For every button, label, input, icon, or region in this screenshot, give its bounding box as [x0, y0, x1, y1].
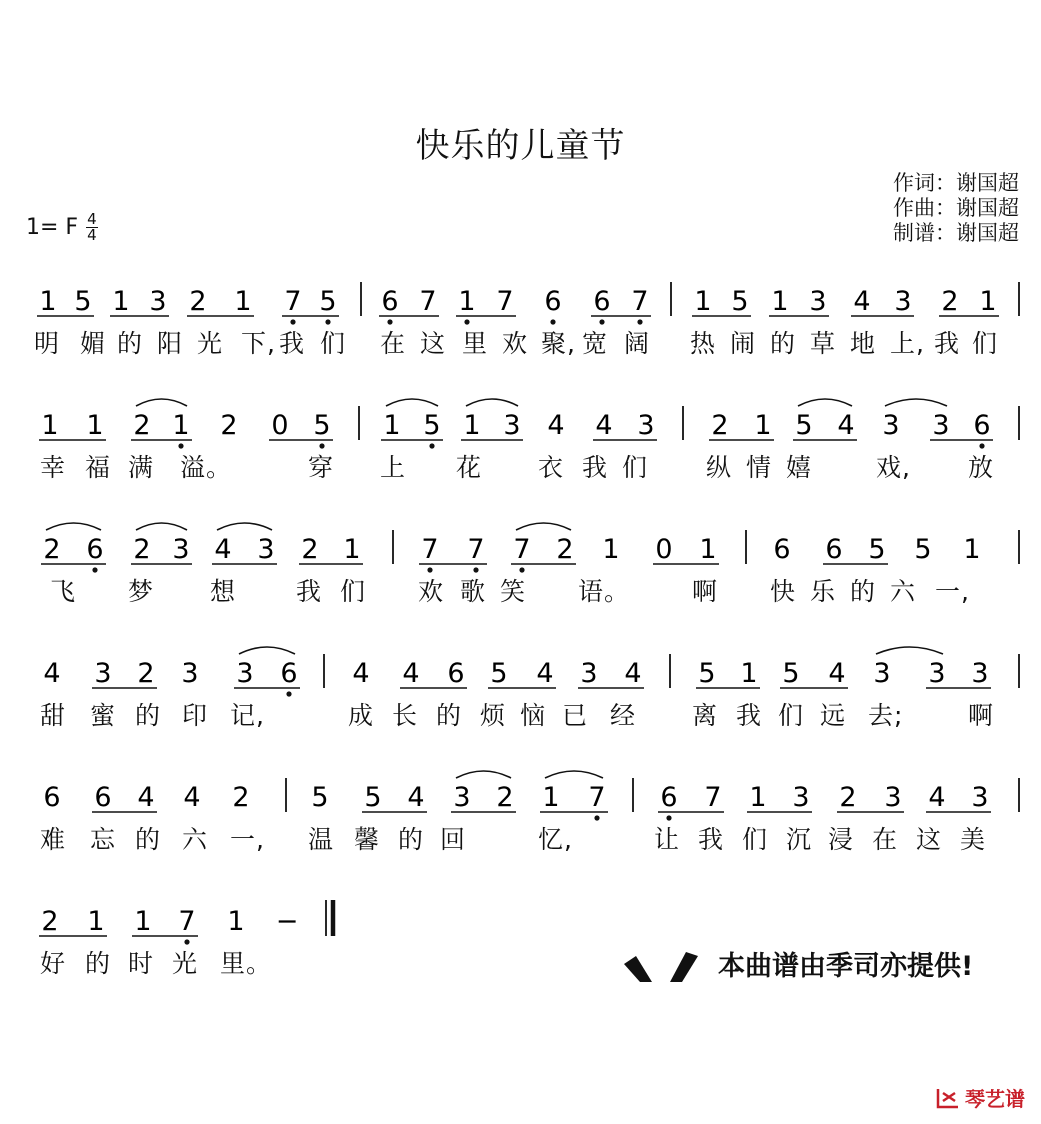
- decoration-icon: [620, 946, 704, 982]
- note: 5: [74, 286, 92, 317]
- note: 4: [547, 410, 565, 441]
- lyric-syllable: 光: [197, 329, 224, 358]
- note: 4: [828, 658, 846, 689]
- note: 0: [655, 534, 673, 565]
- note: 6: [973, 410, 991, 441]
- note: 1: [227, 906, 245, 937]
- lyric-syllable: 这: [916, 825, 943, 854]
- slur-arc: [239, 647, 295, 654]
- octave-dot: [92, 567, 97, 572]
- note: 7: [421, 534, 439, 565]
- score-row: [0, 650, 1041, 760]
- slur-arc: [466, 399, 518, 406]
- note: 1: [458, 286, 476, 317]
- note: 4: [928, 782, 946, 813]
- note: 3: [882, 410, 900, 441]
- slur-arc: [136, 399, 187, 406]
- note: 7: [496, 286, 514, 317]
- note: −: [275, 906, 299, 937]
- lyric-syllable: 草: [810, 329, 837, 358]
- lyric-syllable: 纵: [706, 453, 733, 482]
- lyric-syllable: 上: [380, 453, 407, 482]
- lyric-syllable: 媚: [80, 329, 107, 358]
- lyric-syllable: 满: [128, 453, 155, 482]
- lyric-syllable: 热: [690, 329, 717, 358]
- note: 1: [963, 534, 981, 565]
- note: 2: [43, 534, 61, 565]
- lyric-syllable: 我: [279, 329, 306, 358]
- lyric-syllable: 我: [934, 329, 961, 358]
- lyric-syllable: 乐: [810, 577, 837, 606]
- lyric-syllable: 们: [778, 701, 805, 730]
- note: 3: [149, 286, 167, 317]
- lyric-syllable: 幸: [40, 453, 67, 482]
- lyric-syllable: 的: [117, 329, 144, 358]
- note: 3: [637, 410, 655, 441]
- note: 1: [87, 906, 105, 937]
- lyric-syllable: 成: [348, 701, 375, 730]
- slur-arc: [217, 523, 272, 530]
- lyric-syllable: 的: [398, 825, 425, 854]
- lyric-syllable: 光: [172, 949, 199, 978]
- lyric-syllable: 语。: [578, 577, 631, 606]
- lyric-syllable: 难: [40, 825, 67, 854]
- note: 2: [220, 410, 238, 441]
- arranger-label: 制谱：: [893, 221, 956, 245]
- notation-line: [0, 650, 1041, 696]
- lyric-syllable: 福: [85, 453, 112, 482]
- time-signature-beats: 4: [87, 210, 97, 228]
- key-text: 1= F: [26, 215, 79, 240]
- lyric-syllable: 回: [440, 825, 467, 854]
- lyric-syllable: 情: [746, 453, 773, 482]
- note: 2: [133, 534, 151, 565]
- lyric-syllable: 们: [972, 329, 999, 358]
- note: 5: [868, 534, 886, 565]
- notation-line: [0, 526, 1041, 572]
- lyric-syllable: 六: [182, 825, 209, 854]
- note: 2: [41, 906, 59, 937]
- lyricist-label: 作词：: [893, 171, 956, 195]
- note: 4: [624, 658, 642, 689]
- lyric-syllable: 我: [582, 453, 609, 482]
- note: 4: [853, 286, 871, 317]
- lyric-syllable: 浸: [828, 825, 855, 854]
- score-row: [0, 402, 1041, 512]
- lyric-syllable: 经: [610, 701, 637, 730]
- note: 1: [463, 410, 481, 441]
- composer-label: 作曲：: [893, 196, 956, 220]
- arranger-name: 谢国超: [956, 221, 1019, 245]
- lyric-syllable: 歌: [460, 577, 487, 606]
- lyric-syllable: 烦: [480, 701, 507, 730]
- note: 1: [112, 286, 130, 317]
- note: 4: [595, 410, 613, 441]
- note: 1: [134, 906, 152, 937]
- lyric-syllable: 闹: [730, 329, 757, 358]
- note: 7: [704, 782, 722, 813]
- note: 1: [39, 286, 57, 317]
- note: 7: [588, 782, 606, 813]
- lyric-syllable: 的: [850, 577, 877, 606]
- lyric-syllable: 去;: [868, 701, 904, 730]
- lyric-syllable: 放: [968, 453, 995, 482]
- note: 7: [631, 286, 649, 317]
- lyric-syllable: 的: [135, 701, 162, 730]
- lyric-syllable: 们: [340, 577, 367, 606]
- note: 6: [43, 782, 61, 813]
- lyric-syllable: 快: [770, 577, 797, 606]
- note: 5: [782, 658, 800, 689]
- note: 3: [181, 658, 199, 689]
- note: 4: [183, 782, 201, 813]
- note: 3: [792, 782, 810, 813]
- lyric-syllable: 欢: [418, 577, 445, 606]
- note: 1: [740, 658, 758, 689]
- note: 2: [189, 286, 207, 317]
- lyric-syllable: 笑: [500, 577, 527, 606]
- lyric-syllable: 远: [820, 701, 847, 730]
- note: 6: [280, 658, 298, 689]
- note: 1: [694, 286, 712, 317]
- promo-text: 本曲谱由季司亦提供!: [718, 951, 974, 982]
- note: 5: [423, 410, 441, 441]
- slur-arc: [876, 647, 943, 654]
- lyric-syllable: 穿: [308, 453, 335, 482]
- logo-text: 琴艺谱: [965, 1087, 1025, 1111]
- note: 1: [749, 782, 767, 813]
- lyric-syllable: 一,: [230, 825, 265, 854]
- lyric-syllable: 印: [182, 701, 209, 730]
- logo-mark-icon: [935, 1087, 961, 1109]
- composer-line: [893, 196, 1019, 221]
- note: 1: [383, 410, 401, 441]
- lyric-syllable: 嬉: [786, 453, 813, 482]
- lyric-syllable: 恼: [520, 701, 547, 730]
- arranger-line: [893, 221, 1019, 246]
- note: 1: [542, 782, 560, 813]
- lyric-syllable: 里: [462, 329, 489, 358]
- notation-line: [0, 898, 1041, 944]
- octave-dot: [286, 691, 291, 696]
- octave-dot: [594, 815, 599, 820]
- lyricist-name: 谢国超: [956, 171, 1019, 195]
- time-signature-unit: 4: [87, 226, 97, 244]
- composer-name: 谢国超: [956, 196, 1019, 220]
- lyric-syllable: 衣: [538, 453, 565, 482]
- promo: [620, 944, 973, 983]
- note: 3: [809, 286, 827, 317]
- note: 3: [453, 782, 471, 813]
- lyric-syllable: 啊: [968, 701, 995, 730]
- note: 6: [544, 286, 562, 317]
- lyric-syllable: 花: [456, 453, 483, 482]
- lyric-syllable: 明: [34, 329, 61, 358]
- lyric-syllable: 蜜: [90, 701, 117, 730]
- note: 1: [754, 410, 772, 441]
- note: 7: [284, 286, 302, 317]
- note: 7: [419, 286, 437, 317]
- credits: [893, 171, 1019, 246]
- note: 2: [496, 782, 514, 813]
- lyric-syllable: 好: [40, 949, 67, 978]
- note: 5: [795, 410, 813, 441]
- note: 5: [319, 286, 337, 317]
- lyric-syllable: 下,: [241, 329, 276, 358]
- note: 4: [837, 410, 855, 441]
- lyric-syllable: 们: [742, 825, 769, 854]
- lyric-syllable: 啊: [692, 577, 719, 606]
- note: 6: [660, 782, 678, 813]
- lyric-syllable: 六: [890, 577, 917, 606]
- lyric-syllable: 在: [872, 825, 899, 854]
- lyric-syllable: 的: [85, 949, 112, 978]
- lyricist-line: [893, 171, 1019, 196]
- note: 1: [979, 286, 997, 317]
- lyric-syllable: 记,: [230, 701, 265, 730]
- notation-line: [0, 278, 1041, 324]
- lyric-syllable: 离: [692, 701, 719, 730]
- lyric-syllable: 已: [562, 701, 589, 730]
- lyric-syllable: 时: [128, 949, 155, 978]
- lyric-syllable: 让: [654, 825, 681, 854]
- lyric-syllable: 地: [850, 329, 877, 358]
- lyric-syllable: 想: [210, 577, 237, 606]
- note: 1: [699, 534, 717, 565]
- note: 7: [513, 534, 531, 565]
- note: 1: [343, 534, 361, 565]
- lyric-syllable: 忘: [90, 825, 117, 854]
- lyric-syllable: 阳: [157, 329, 184, 358]
- note: 3: [928, 658, 946, 689]
- slur-arc: [386, 399, 438, 406]
- note: 2: [301, 534, 319, 565]
- notation-line: [0, 402, 1041, 448]
- note: 4: [352, 658, 370, 689]
- note: 3: [932, 410, 950, 441]
- lyric-syllable: 的: [135, 825, 162, 854]
- note: 5: [364, 782, 382, 813]
- note: 5: [311, 782, 329, 813]
- lyric-syllable: 在: [380, 329, 407, 358]
- lyric-syllable: 聚,: [541, 329, 576, 358]
- lyric-syllable: 甜: [40, 701, 67, 730]
- site-logo: [935, 1083, 1025, 1112]
- lyric-syllable: 们: [622, 453, 649, 482]
- slur-arc: [136, 523, 187, 530]
- lyric-syllable: 里。: [220, 949, 273, 978]
- note: 1: [41, 410, 59, 441]
- lyric-syllable: 宽: [582, 329, 609, 358]
- note: 5: [313, 410, 331, 441]
- lyric-syllable: 梦: [128, 577, 155, 606]
- lyric-syllable: 长: [392, 701, 419, 730]
- note: 2: [133, 410, 151, 441]
- note: 3: [873, 658, 891, 689]
- lyric-syllable: 我: [296, 577, 323, 606]
- note: 4: [402, 658, 420, 689]
- note: 3: [503, 410, 521, 441]
- note: 0: [271, 410, 289, 441]
- lyric-syllable: 们: [320, 329, 347, 358]
- octave-dot: [429, 443, 434, 448]
- lyric-syllable: 这: [420, 329, 447, 358]
- lyric-syllable: 上,: [890, 329, 925, 358]
- note: 4: [214, 534, 232, 565]
- score-row: [0, 774, 1041, 884]
- note: 3: [236, 658, 254, 689]
- lyric-syllable: 温: [308, 825, 335, 854]
- slur-arc: [885, 399, 947, 406]
- score-row: [0, 278, 1041, 388]
- note: 2: [711, 410, 729, 441]
- note: 4: [43, 658, 61, 689]
- lyric-syllable: 馨: [354, 825, 381, 854]
- lyric-syllable: 阔: [624, 329, 651, 358]
- note: 1: [234, 286, 252, 317]
- lyric-syllable: 溢。: [180, 453, 233, 482]
- slur-arc: [798, 399, 852, 406]
- song-title: 快乐的儿童节: [415, 126, 626, 166]
- note: 3: [257, 534, 275, 565]
- note: 1: [771, 286, 789, 317]
- note: 3: [894, 286, 912, 317]
- note: 3: [971, 658, 989, 689]
- note: 1: [86, 410, 104, 441]
- note: 6: [381, 286, 399, 317]
- note: 2: [556, 534, 574, 565]
- lyric-syllable: 飞: [50, 577, 77, 606]
- time-signature: [86, 212, 98, 243]
- note: 6: [593, 286, 611, 317]
- note: 6: [94, 782, 112, 813]
- note: 5: [698, 658, 716, 689]
- lyric-syllable: 我: [736, 701, 763, 730]
- note: 1: [602, 534, 620, 565]
- note: 6: [447, 658, 465, 689]
- lyric-syllable: 美: [960, 825, 987, 854]
- key-signature: [26, 212, 98, 243]
- score-row: [0, 526, 1041, 636]
- note: 2: [232, 782, 250, 813]
- note: 2: [839, 782, 857, 813]
- lyric-syllable: 我: [698, 825, 725, 854]
- note: 4: [536, 658, 554, 689]
- note: 5: [914, 534, 932, 565]
- lyric-syllable: 的: [436, 701, 463, 730]
- note: 7: [178, 906, 196, 937]
- slur-arc: [456, 771, 511, 778]
- note: 3: [172, 534, 190, 565]
- lyric-syllable: 沉: [786, 825, 813, 854]
- note: 2: [941, 286, 959, 317]
- note: 3: [580, 658, 598, 689]
- lyric-syllable: 欢: [502, 329, 529, 358]
- note: 4: [137, 782, 155, 813]
- note: 7: [467, 534, 485, 565]
- slur-arc: [46, 523, 101, 530]
- lyric-syllable: 忆,: [538, 825, 573, 854]
- note: 6: [86, 534, 104, 565]
- lyric-syllable: 一,: [935, 577, 970, 606]
- note: 5: [731, 286, 749, 317]
- lyric-syllable: 戏,: [876, 453, 911, 482]
- note: 3: [94, 658, 112, 689]
- note: 4: [407, 782, 425, 813]
- note: 3: [884, 782, 902, 813]
- note: 6: [825, 534, 843, 565]
- note: 3: [971, 782, 989, 813]
- note: 6: [773, 534, 791, 565]
- note: 2: [137, 658, 155, 689]
- slur-arc: [516, 523, 571, 530]
- note: 1: [172, 410, 190, 441]
- notation-line: [0, 774, 1041, 820]
- lyric-syllable: 的: [770, 329, 797, 358]
- note: 5: [490, 658, 508, 689]
- slur-arc: [545, 771, 603, 778]
